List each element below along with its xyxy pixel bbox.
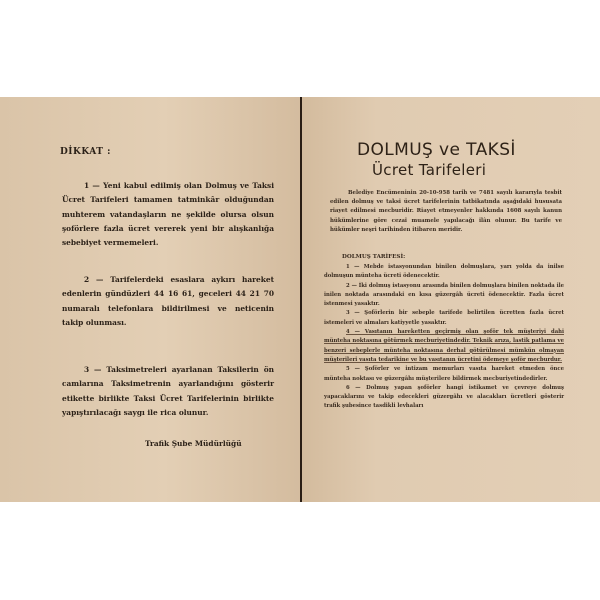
- signature-line: Trafik Şube Müdürlüğü: [145, 439, 242, 448]
- tariff-clause-3: 3 — Şoförlerin bir sebeple tarifede belirtilen ücretten fazla ücret istemeleri ve almaları katiyyetle yasaktır.: [324, 310, 564, 326]
- tariff-subtitle: Ücret Tarifeleri: [372, 161, 487, 179]
- tariff-clause-2: 2 — İki dolmuş istasyonu arasında binilen dolmuşlara binilen noktada ile inilen noktada arasındaki en kısa güzergâh ücreti ödenecektir. Fazla ücret istenmesi yasaktır.: [324, 282, 564, 308]
- notice-heading: DİKKAT :: [60, 147, 111, 157]
- tariff-title: DOLMUŞ ve TAKSİ: [357, 140, 516, 160]
- dolmus-tariff-heading: DOLMUŞ TARİFESİ:: [342, 254, 406, 260]
- notice-paragraph-2: 2 — Tarifelerdeki esaslara aykırı hareket edenlerin gündüzleri 44 16 61, geceleri 44 21 70 numaralı telefonlara bildirilmesi ve neticenin takip olunması.: [62, 275, 274, 327]
- tariff-clause-6: 6 — Dolmuş yapan şoförler hangi istikamet ve çevreye dolmuş yapacaklarını ve takip edecekleri güzergâhı ve alacakları ücretleri gösterir trafik şubesince tasdikli levhaları: [324, 384, 564, 410]
- document-spread: [0, 97, 600, 502]
- tariff-clause-4: 4 — Vasıtanın hareketten geçirmiş olan şoför tek müşteriyi dahi münteha noktasına götürmek mecburiyetindedir. Teknik arıza, lastik patlama ve benzeri sebeplerle münteha noktasına derhal götürülmesi mümkün olmayan müşterileri vasıta tedarikine ve bu vasıtanın ücretini ödemeye şoför mecburdur.: [324, 329, 564, 363]
- tariff-clause-5: 5 — Şoförler ve intizam memurları vasıta hareket etmeden önce münteha noktası ve güzergâhı müşterilere bildirmek mecburiyetindedirler.: [324, 366, 564, 382]
- tariff-clauses: [324, 263, 564, 412]
- notice-paragraph-3: 3 — Taksimetreleri ayarlanan Taksilerin ön camlarına Taksimetrenin ayarlandığını gösterir etikette birlikte Taksi Ücret Tarifelerinin birlikte yapıştırılacağı saygı ile rica olunur.: [62, 365, 274, 417]
- right-page: [302, 97, 600, 502]
- tariff-intro: Belediye Encümeninin 20-10-958 tarih ve 7481 sayılı kararıyla tesbit edilen dolmuş ve taksi ücret tarifelerinin tatbikatında aşağıdaki hususata riayet edilmesi mecburidir. Riayet etmeyenler hakkında 1608 sayılı kanun hükümlerine göre cezaî muamele yapılacağı ilân olunur. Bu tarife ve hükümler neşri tarihinden itibaren meridir.: [330, 190, 562, 233]
- tariff-clause-1: 1 — Mebde istasyonundan binilen dolmuşlara, yarı yolda da inilse dolmuşun münteha ücreti ödenecektir.: [324, 264, 564, 280]
- left-page: [0, 97, 300, 502]
- notice-paragraph-1: 1 — Yeni kabul edilmiş olan Dolmuş ve Taksi Ücret Tarifeleri tamamen tatminkâr olduğundan muhterem vatandaşların ne şekilde olursa olsun şoförlere fazla ücret vererek yeni bir alışkanlığa sebebiyet vermemeleri.: [62, 181, 274, 248]
